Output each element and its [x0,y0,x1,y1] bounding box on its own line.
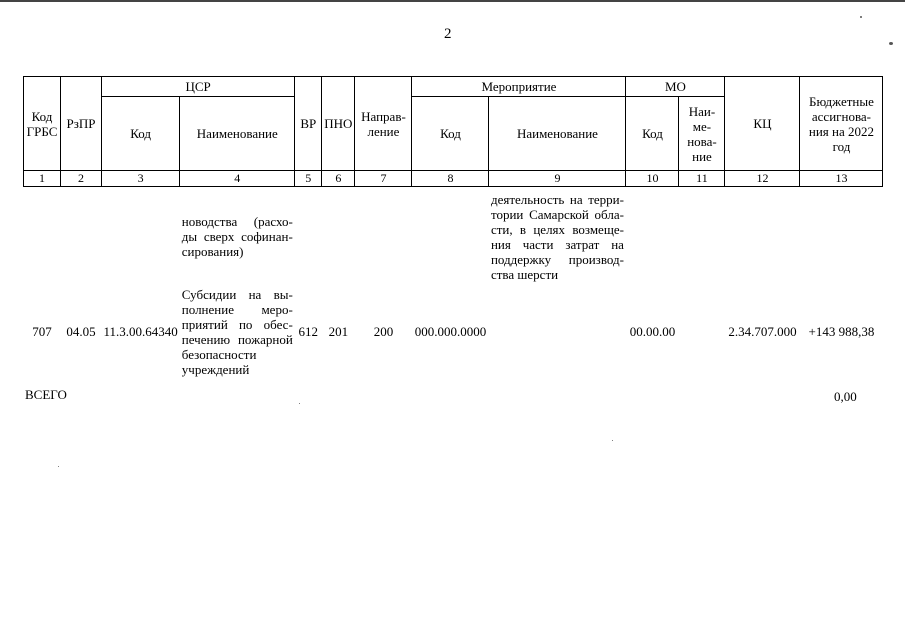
scan-speck [889,42,893,45]
cell-budget: +143 988,38 [808,324,875,339]
cell-kod-grbs: 707 [32,324,52,339]
scan-speck [612,440,613,441]
cell-pno: 201 [328,324,349,339]
header-mer-name: Наименование [489,97,626,171]
header-mer-kod: Код [412,97,489,171]
header-meropriyatie: Мероприятие [412,77,626,97]
column-number: 8 [412,171,489,187]
column-number: 10 [626,171,679,187]
cell-kc: 2.34.707.000 [728,324,797,339]
column-number: 12 [725,171,800,187]
page-number: 2 [444,26,452,42]
header-napravlenie: Направ-ление [355,77,412,171]
header-vr: ВР [295,77,322,171]
header-pno: ПНО [322,77,355,171]
top-rule [0,0,905,2]
cell-mo-name [679,287,725,377]
continuation-mer-name: деятельность на терри-тории Самарской обла-сти, в целях возмеще-ния части затрат на поддержку производ-ства шерсти [490,191,624,282]
continuation-row [24,187,883,287]
header-kc: КЦ [725,77,800,171]
cell-csr-name: Субсидии на вы-полнение меро-приятий по обес-печению пожарной безопасности учреждений [181,286,293,377]
budget-table [23,76,883,377]
cell-rzpr: 04.05 [66,324,96,339]
header-mo: МО [626,77,725,97]
header-mo-name: Наи-ме-нова-ние [679,97,725,171]
cell-napravlenie: 200 [373,324,394,339]
column-number: 5 [295,171,322,187]
scan-speck [299,403,300,404]
column-number: 9 [489,171,626,187]
column-number: 2 [61,171,102,187]
cell-mo-kod: 00.00.00 [629,324,676,339]
column-number: 1 [24,171,61,187]
column-number: 6 [322,171,355,187]
cell-vr: 612 [298,324,319,339]
cell-mer-kod: 000.000.0000 [414,324,487,339]
cell-csr-kod: 11.3.00.64340 [103,324,178,339]
header-csr: ЦСР [102,77,295,97]
column-number: 13 [800,171,883,187]
column-number: 4 [180,171,295,187]
header-rzpr: РзПР [61,77,102,171]
column-number: 11 [679,171,725,187]
scan-speck [58,466,59,467]
continuation-csr-name: новодства (расхо-ды сверх софинан-сирования) [181,214,293,260]
header-csr-kod: Код [102,97,180,171]
header-budget: Бюджетные ассигнова-ния на 2022 год [800,77,883,171]
column-number: 7 [355,171,412,187]
cell-mer-name [489,287,626,377]
scan-speck [860,16,862,18]
header-mo-kod: Код [626,97,679,171]
total-label: ВСЕГО [25,387,67,402]
column-number: 3 [102,171,180,187]
header-kod-grbs: Код ГРБС [24,77,61,171]
header-csr-name: Наименование [180,97,295,171]
total-value: 0,00 [834,389,857,404]
table-row [24,287,883,377]
